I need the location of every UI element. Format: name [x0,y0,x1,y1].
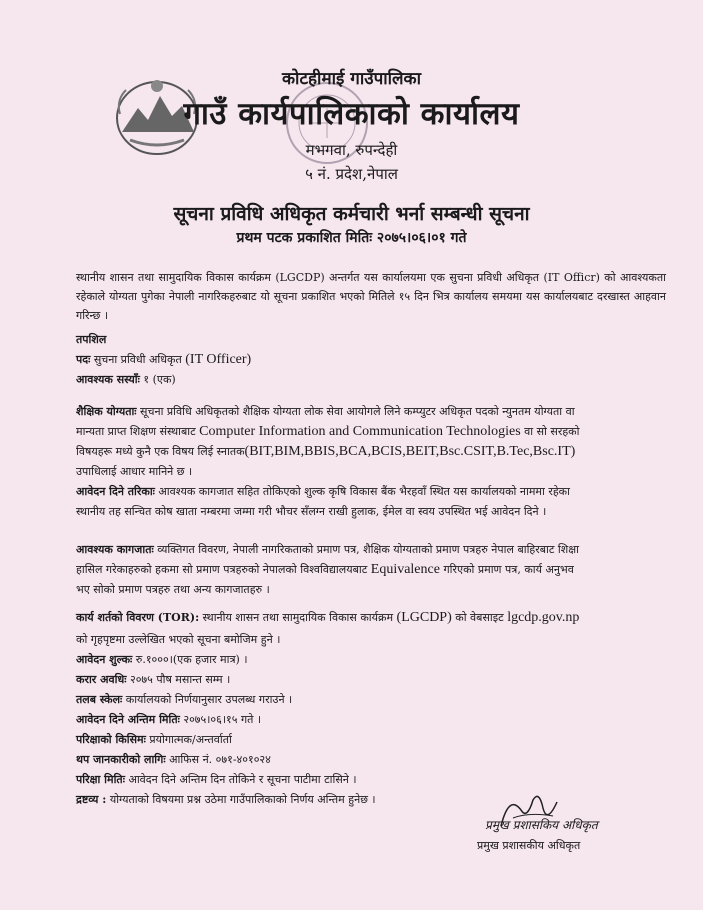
tor-label: कार्य शर्तको विवरण (TOR): [76,611,200,624]
qualification-line-1 [76,402,666,421]
exam-date-value: आवेदन दिने अन्तिम दिन तोकिने र सूचना पाटीमा टासिने । [128,773,357,786]
vacancy-row [76,370,666,389]
contract-label: करार अवधिः [76,673,127,686]
qualification-line-2 [76,422,666,441]
method-label: आवेदन दिने तरिकाः [76,485,155,498]
exam-type-row [76,730,666,749]
vacancy-value: १ (एक) [143,373,176,386]
published-date: प्रथम पटक प्रकाशित मितिः २०७५।०६।०१ गते [236,230,467,246]
documents-line-2 [76,560,666,579]
note-value: योग्यताको विषयमा प्रश्न उठेमा गाउँपालिकाको निर्णय अन्तिम हुनेछ । [109,793,376,806]
office-province: ५ नं. प्रदेश,नेपाल [305,165,398,183]
qualification-text-3b: (BIT,BIM,BBIS,BCA,BCIS,BEIT,Bsc.CSIT,B.Tec,Bsc.IT) [244,444,576,459]
method-line-2: स्थानीय तह सन्चित कोष खाता नम्बरमा जम्मा गरी भौचर सँलग्न राखी हुलाक, ईमेल वा स्वय उपस्थित भई आवेदन दिने । [76,505,547,518]
documents-text-2c: गरिएको प्रमाण पत्र, कार्य अनुभव [443,563,574,576]
tor-text-1c: को वेबसाइट [455,611,504,624]
documents-text-2b: Equivalence [370,562,440,577]
documents-line-1 [76,540,666,559]
post-value-en: (IT Officer) [185,352,252,367]
method-line-1 [76,482,666,501]
documents-text-1: व्यक्तिगत विवरण, नेपाली नागरिकताको प्रमाण पत्र, शैक्षिक योग्यताको प्रमाण पत्रहरु नेपाल बाहिरबाट शिक्षा [157,543,579,556]
lgcdp-website-link[interactable]: lgcdp.gov.np [507,610,580,625]
qualification-label: शैक्षिक योग्यताः [76,405,137,418]
contract-value: २०७५ पौष मसान्त सम्म । [129,673,231,686]
documents-text-2a: हासिल गरेकाहरुको हकमा सो प्रमाण पत्रहरुको नेपालको विश्वविद्यालयबाट [76,563,368,576]
qualification-text-1: सूचना प्रविधि अधिकृतको शैक्षिक योग्यता लोक सेवा आयोगले लिने कम्प्युटर अधिकृत पदको न्युनतम योग्यता वा [140,405,575,418]
exam-type-label: परिक्षाको किसिमः [76,733,146,746]
deadline-label: आवेदन दिने अन्तिम मितिः [76,713,180,726]
exam-type-value: प्रयोगात्मक/अन्तर्वार्ता [149,733,232,746]
municipality-name: कोटहीमाई गाउँपालिका [281,69,422,89]
fee-row [76,650,666,669]
contact-row [76,750,666,769]
salary-value: कार्यालयको निर्णयानुसार उपलब्ध गराउने । [125,693,293,706]
salary-row [76,690,666,709]
exam-date-label: परिक्षा मितिः [76,773,125,786]
fee-value: रु.१०००।(एक हजार मात्र) । [135,653,248,666]
contact-label: थप जानकारीको लागिः [76,753,166,766]
fee-label: आवेदन शुल्कः [76,653,133,666]
tor-text-1b: (LGCDP) [396,610,452,625]
note-row [76,790,666,809]
qualification-line-3 [76,442,666,461]
qualification-line-4: उपाधिलाई आधार मानिने छ । [76,465,193,478]
note-label: द्रष्टव्य : [76,793,107,806]
tor-text-1a: स्थानीय शासन तथा सामुदायिक विकास कार्यक्रम [202,611,394,624]
salary-label: तलब स्केलः [76,693,123,706]
details-heading: तपशिल [76,333,107,346]
contract-row [76,670,666,689]
post-label: पदः [76,353,91,366]
notice-title: सूचना प्रविधि अधिकृत कर्मचारी भर्ना सम्बन्धी सूचना [173,203,530,225]
method-text-1: आवश्यक कागजात सहित तोकिएको शुल्क कृषि विकास बैंक भैरहवाँ स्थित यस कार्यालयको नाममा रहेका [158,485,570,498]
qualification-text-3a: विषयहरू मध्ये कुनै एक विषय लिई स्नातक [76,445,245,458]
contact-value: आफिस नं. ०७१-४०१०२४ [169,753,271,766]
office-name: गाउँ कार्यपालिकाको कार्यालय [183,96,520,132]
qualification-text-2a: मान्यता प्राप्त शिक्षण संस्थाबाट [76,425,196,438]
documents-label: आवश्यक कागजातः [76,543,154,556]
deadline-row [76,710,666,729]
office-location: मभगवा, रुपन्देही [305,141,398,159]
intro-paragraph: स्थानीय शासन तथा सामुदायिक विकास कार्यक्रम (LGCDP) अन्तर्गत यस कार्यालयमा एक सुचना प्रविधी अधिकृत (IT Officr) को आवश्यकता रहेकाले योग्यता पुगेका नेपाली नागरिकहरुबाट यो सूचना प्रकाशित भएको मितिले १५ दिन भित्र कार्यालय समयमा यस कार्यालयबाट दरखास्त आहवान गरिन्छ । [76,271,666,322]
post-value: सुचना प्रविधी अधिकृत [93,353,182,366]
qualification-text-2c: वा सो सरहको [524,425,580,438]
signature-stamp: प्रमुख प्रशासकिय अधिकृत [485,818,598,832]
qualification-text-2b: Computer Information and Communication Technologies [199,424,521,439]
signatory-title: प्रमुख प्रशासकीय अधिकृत [477,839,581,852]
vacancy-label: आवश्यक सस्याँः [76,373,140,386]
tor-line-2: को गृहपृष्टमा उल्लेखित भएको सूचना बमोजिम हुने । [76,633,281,646]
post-row [76,350,666,369]
tor-line-1 [76,608,666,627]
exam-date-row [76,770,666,789]
deadline-value: २०७५।०६।१५ गते । [183,713,262,726]
documents-line-3: भए सोको प्रमाण पत्रहरु तथा अन्य कागजातहरु । [76,583,270,596]
